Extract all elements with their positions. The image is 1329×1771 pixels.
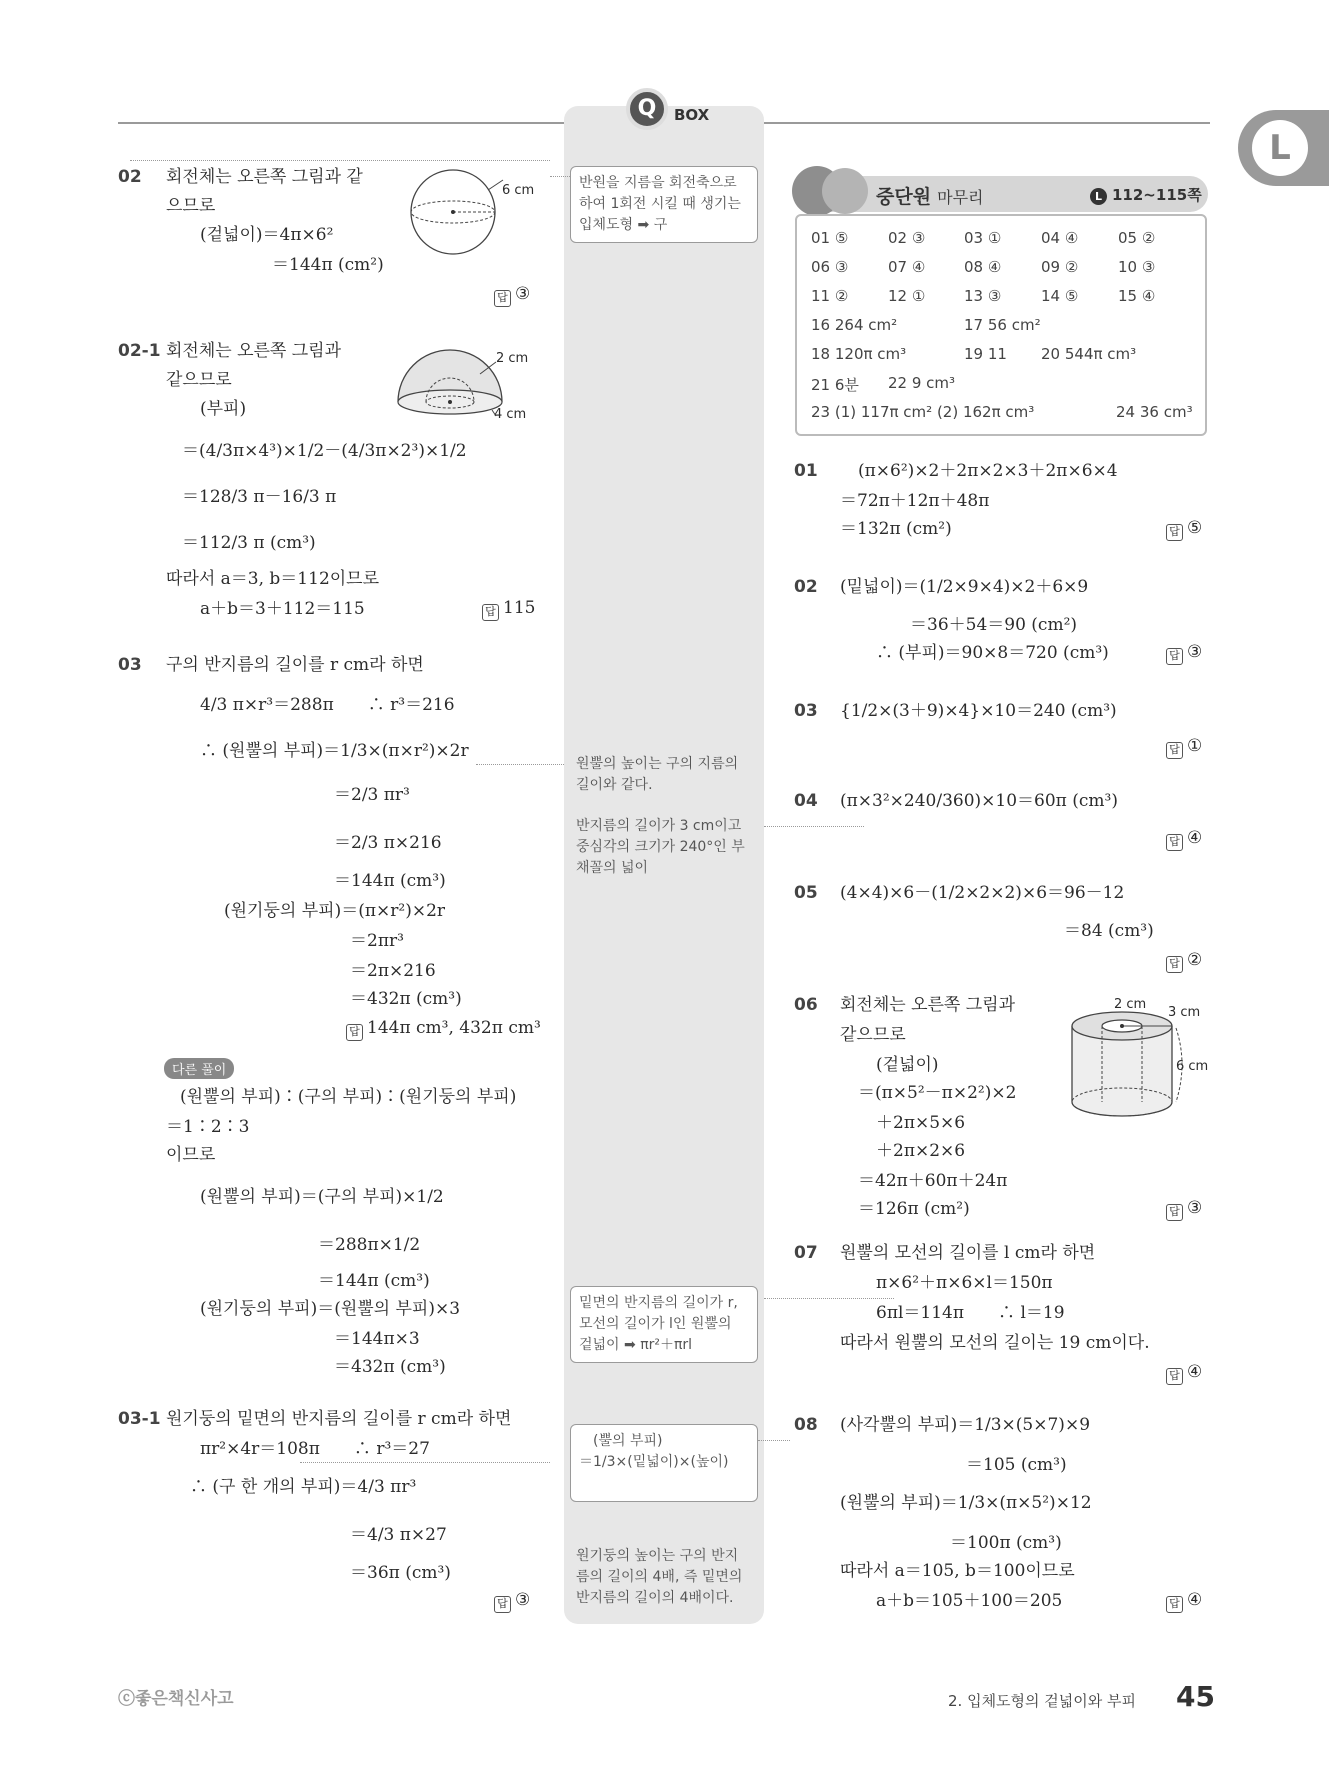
summary-r6a: 21 6분 bbox=[811, 376, 859, 394]
hemisphere-inner-radius-label: 2 cm bbox=[496, 351, 529, 366]
alt-line2: ＝1∶2∶3 bbox=[166, 1117, 250, 1137]
answer-icon: 답 bbox=[1166, 648, 1183, 665]
summary-circle-2 bbox=[822, 168, 868, 214]
p031-line5: ＝36π (cm³) bbox=[350, 1563, 451, 1583]
q-note-5-line2: ＝1/3×(밑넓이)×(높이) bbox=[579, 1454, 729, 1470]
q-note-1-line1: 반원을 지름을 회전축으로 bbox=[579, 175, 737, 191]
leader-line-alt bbox=[764, 1298, 894, 1299]
summary-title-main: 중단원 bbox=[876, 186, 932, 208]
q-note-2 bbox=[576, 754, 756, 796]
box-label: BOX bbox=[674, 106, 710, 124]
p03-line3: ∴ (원뿔의 부피)＝1/3×(π×r²)×2r bbox=[200, 741, 469, 761]
p03-line10: ＝432π (cm³) bbox=[350, 989, 462, 1009]
p02-line3: (겉넓이)＝4π×6² bbox=[200, 225, 334, 245]
p021-line3: (부피) bbox=[200, 399, 247, 419]
answer-icon: 답 bbox=[1166, 1596, 1183, 1613]
s02-line1: (밑넓이)＝(1/2×9×4)×2＋6×9 bbox=[840, 577, 1089, 597]
p021-line2: 같으므로 bbox=[166, 370, 232, 390]
summary-r1c2: 02 ③ bbox=[888, 229, 926, 247]
summary-title-sub: 마무리 bbox=[937, 188, 984, 207]
q-note-6-line1: 원기둥의 높이는 구의 반지 bbox=[576, 1548, 739, 1564]
page-number: 45 bbox=[1176, 1680, 1215, 1713]
s02-answer bbox=[1166, 642, 1202, 665]
s03-line1: {1/2×(3＋9)×4}×10＝240 (cm³) bbox=[840, 701, 1117, 721]
s01-line2: ＝72π＋12π＋48π bbox=[840, 491, 990, 511]
problem-number-02: 02 bbox=[118, 167, 142, 187]
p02-line1: 회전체는 오른쪽 그림과 같 bbox=[166, 167, 363, 187]
q-note-3-line1: 반지름의 길이가 3 cm이고 bbox=[576, 818, 742, 834]
s06-line8: ＝126π (cm²) bbox=[858, 1199, 970, 1219]
leader-line-08 bbox=[758, 1440, 790, 1441]
s08-line5: 따라서 a＝105, b＝100이므로 bbox=[840, 1561, 1075, 1581]
p021-line1: 회전체는 오른쪽 그림과 bbox=[166, 341, 342, 361]
p03-line8: ＝2πr³ bbox=[350, 931, 404, 951]
s04-answer-value: ④ bbox=[1187, 828, 1203, 848]
s04-answer bbox=[1166, 828, 1202, 851]
alt-solution-badge: 다른 풀이 bbox=[164, 1058, 234, 1079]
solution-number-02: 02 bbox=[794, 577, 818, 597]
q-note-4-line1: 밑면의 반지름의 길이가 r, bbox=[579, 1295, 738, 1311]
q-note-4-line2: 모선의 길이가 l인 원뿔의 bbox=[579, 1316, 732, 1332]
s07-line4: 따라서 원뿔의 모선의 길이는 19 cm이다. bbox=[840, 1333, 1150, 1353]
cylinder-inner-label: 2 cm bbox=[1114, 997, 1147, 1012]
summary-r3c1: 11 ② bbox=[811, 287, 849, 305]
answer-icon: 답 bbox=[1166, 524, 1183, 541]
summary-r3c4: 14 ⑤ bbox=[1041, 287, 1079, 305]
p03-answer-value: 144π cm³, 432π cm³ bbox=[367, 1018, 541, 1038]
q-note-6 bbox=[576, 1546, 756, 1609]
s06-answer bbox=[1166, 1198, 1202, 1221]
solution-number-06: 06 bbox=[794, 995, 818, 1015]
top-rule-left bbox=[118, 122, 564, 124]
solution-number-01: 01 bbox=[794, 461, 818, 481]
answer-icon: 답 bbox=[494, 290, 511, 307]
q-note-2-line2: 길이와 같다. bbox=[576, 777, 653, 793]
alt-line1: (원뿔의 부피)∶(구의 부피)∶(원기둥의 부피) bbox=[180, 1087, 517, 1107]
answer-icon: 답 bbox=[346, 1024, 363, 1041]
p03-line2: 4/3 π×r³＝288π ∴ r³＝216 bbox=[200, 695, 455, 715]
q-note-3 bbox=[576, 816, 756, 879]
s01-line3: ＝132π (cm²) bbox=[840, 519, 952, 539]
solution-number-04: 04 bbox=[794, 791, 818, 811]
summary-r1c1: 01 ⑤ bbox=[811, 229, 849, 247]
solution-number-03: 03 bbox=[794, 701, 818, 721]
s08-line2: ＝105 (cm³) bbox=[966, 1455, 1067, 1475]
summary-pages bbox=[1090, 184, 1202, 205]
leader-line-03-1 bbox=[300, 1462, 550, 1463]
top-rule-right bbox=[764, 122, 1210, 124]
alt-line5: ＝288π×1/2 bbox=[318, 1235, 421, 1255]
leader-line-02 bbox=[130, 160, 550, 161]
summary-r1c4: 04 ④ bbox=[1041, 229, 1079, 247]
q-note-6-line2: 름의 길이의 4배, 즉 밑면의 bbox=[576, 1569, 743, 1585]
cylinder-outer-label: 3 cm bbox=[1168, 1005, 1201, 1020]
summary-r2c1: 06 ③ bbox=[811, 258, 849, 276]
s06-line1: 회전체는 오른쪽 그림과 bbox=[840, 995, 1016, 1015]
q-note-3-line2: 중심각의 크기가 240°인 부 bbox=[576, 839, 745, 855]
alt-line7: (원기둥의 부피)＝(원뿔의 부피)×3 bbox=[200, 1299, 461, 1319]
q-note-1-line2: 하여 1회전 시킬 때 생기는 bbox=[579, 196, 741, 212]
q-note-3-line3: 채꼴의 넓이 bbox=[576, 860, 649, 876]
cylinder-height-label: 6 cm bbox=[1176, 1059, 1209, 1074]
summary-r7b: 24 36 cm³ bbox=[1116, 403, 1193, 421]
summary-r5c: 20 544π cm³ bbox=[1041, 345, 1137, 363]
p021-answer bbox=[482, 598, 535, 621]
alt-line6: ＝144π (cm³) bbox=[318, 1271, 430, 1291]
p02-line4: ＝144π (cm²) bbox=[272, 255, 384, 275]
p03-line6: ＝144π (cm³) bbox=[334, 871, 446, 891]
q-note-1-line3: 입체도형 ➡ 구 bbox=[579, 217, 668, 233]
summary-pages-value: 112~115쪽 bbox=[1112, 186, 1202, 204]
q-box-note-4 bbox=[570, 1286, 758, 1363]
s08-line1: (사각뿔의 부피)＝1/3×(5×7)×9 bbox=[840, 1415, 1091, 1435]
s02-answer-value: ③ bbox=[1187, 642, 1203, 662]
summary-r2c3: 08 ④ bbox=[964, 258, 1002, 276]
p031-line2: πr²×4r＝108π ∴ r³＝27 bbox=[200, 1439, 430, 1459]
p03-line7: (원기둥의 부피)＝(π×r²)×2r bbox=[224, 901, 446, 921]
solution-number-07: 07 bbox=[794, 1243, 818, 1263]
s07-line2: π×6²＋π×6×l＝150π bbox=[876, 1273, 1053, 1293]
answer-icon: 답 bbox=[494, 1596, 511, 1613]
s06-line2: 같으므로 bbox=[840, 1025, 906, 1045]
chapter-title: 2. 입체도형의 겉넓이와 부피 bbox=[948, 1692, 1137, 1710]
problem-number-03: 03 bbox=[118, 655, 142, 675]
summary-r2c4: 09 ② bbox=[1041, 258, 1079, 276]
chapter-tab-letter: L bbox=[1269, 128, 1291, 168]
summary-title bbox=[876, 182, 983, 209]
s07-line3: 6πl＝114π ∴ l＝19 bbox=[876, 1303, 1065, 1323]
s05-answer-value: ② bbox=[1187, 950, 1203, 970]
summary-r6b: 22 9 cm³ bbox=[888, 374, 956, 392]
q-note-6-line3: 반지름의 길이의 4배이다. bbox=[576, 1590, 734, 1606]
s04-line1: (π×3²×240/360)×10＝60π (cm³) bbox=[840, 791, 1118, 811]
p03-line9: ＝2π×216 bbox=[350, 961, 436, 981]
p021-answer-value: 115 bbox=[503, 598, 536, 618]
alt-line3: 이므로 bbox=[166, 1145, 216, 1165]
alt-line9: ＝432π (cm³) bbox=[334, 1357, 446, 1377]
answer-icon: 답 bbox=[1166, 742, 1183, 759]
s07-line1: 원뿔의 모선의 길이를 l cm라 하면 bbox=[840, 1243, 1096, 1263]
leader-line-03 bbox=[476, 764, 564, 765]
alt-line8: ＝144π×3 bbox=[334, 1329, 420, 1349]
summary-r4a: 16 264 cm² bbox=[811, 316, 898, 334]
p021-line6: ＝112/3 π (cm³) bbox=[182, 533, 316, 553]
p02-answer bbox=[494, 284, 530, 307]
s07-answer-value: ④ bbox=[1187, 1362, 1203, 1382]
solution-number-08: 08 bbox=[794, 1415, 818, 1435]
s06-line4: ＝(π×5²－π×2²)×2 bbox=[858, 1083, 1017, 1103]
p031-answer-value: ③ bbox=[515, 1590, 531, 1610]
p031-line4: ＝4/3 π×27 bbox=[350, 1525, 447, 1545]
alt-line4: (원뿔의 부피)＝(구의 부피)×1/2 bbox=[200, 1187, 444, 1207]
summary-r3c3: 13 ③ bbox=[964, 287, 1002, 305]
p021-line5: ＝128/3 π－16/3 π bbox=[182, 487, 337, 507]
s01-line1: (π×6²)×2＋2π×2×3＋2π×6×4 bbox=[858, 461, 1118, 481]
leader-line-02b bbox=[550, 176, 572, 177]
s01-answer bbox=[1166, 518, 1202, 541]
p031-answer bbox=[494, 1590, 530, 1613]
q-box-note-1 bbox=[570, 166, 758, 243]
p03-line4: ＝2/3 πr³ bbox=[334, 785, 410, 805]
s06-line3: (겉넓이) bbox=[876, 1055, 939, 1075]
s02-line2: ＝36＋54＝90 (cm²) bbox=[910, 615, 1078, 635]
q-letter: Q bbox=[637, 96, 657, 121]
q-note-2-line1: 원뿔의 높이는 구의 지름의 bbox=[576, 756, 739, 772]
s05-answer bbox=[1166, 950, 1202, 973]
answer-icon: 답 bbox=[1166, 956, 1183, 973]
chapter-tab-circle bbox=[1252, 120, 1308, 176]
solution-number-05: 05 bbox=[794, 883, 818, 903]
answer-icon: 답 bbox=[1166, 834, 1183, 851]
p021-line7: 따라서 a＝3, b＝112이므로 bbox=[166, 569, 380, 589]
sphere-radius-label: 6 cm bbox=[502, 183, 535, 198]
s03-answer-value: ① bbox=[1187, 736, 1203, 756]
s02-line3: ∴ (부피)＝90×8＝720 (cm³) bbox=[876, 643, 1109, 663]
summary-r2c2: 07 ④ bbox=[888, 258, 926, 276]
p03-line5: ＝2/3 π×216 bbox=[334, 833, 442, 853]
summary-r1c3: 03 ① bbox=[964, 229, 1002, 247]
q-note-4-line3: 겉넓이 ➡ πr²＋πrl bbox=[579, 1337, 693, 1353]
summary-r5a: 18 120π cm³ bbox=[811, 345, 907, 363]
q-note-5-line1: (뿔의 부피) bbox=[593, 1433, 663, 1449]
publisher-logo: ⓒ좋은책신사고 bbox=[118, 1689, 234, 1709]
s08-answer-value: ④ bbox=[1187, 1590, 1203, 1610]
problem-number-03-1: 03-1 bbox=[118, 1409, 161, 1429]
s08-line6: a＋b＝105＋100＝205 bbox=[876, 1591, 1063, 1611]
s06-line5: ＋2π×5×6 bbox=[876, 1113, 966, 1133]
summary-r5b: 19 11 bbox=[964, 345, 1007, 363]
s08-line3: (원뿔의 부피)＝1/3×(π×5²)×12 bbox=[840, 1493, 1092, 1513]
s05-line1: (4×4)×6－(1/2×2×2)×6＝96－12 bbox=[840, 883, 1125, 903]
summary-r3c5: 15 ④ bbox=[1118, 287, 1156, 305]
s07-answer bbox=[1166, 1362, 1202, 1385]
s06-line7: ＝42π＋60π＋24π bbox=[858, 1171, 1008, 1191]
summary-r4b: 17 56 cm² bbox=[964, 316, 1041, 334]
answer-icon: 답 bbox=[1166, 1204, 1183, 1221]
summary-r1c5: 05 ② bbox=[1118, 229, 1156, 247]
p02-answer-value: ③ bbox=[515, 284, 531, 304]
leader-line-04 bbox=[764, 826, 864, 827]
p03-answer bbox=[346, 1018, 541, 1041]
p021-line4: ＝(4/3π×4³)×1/2－(4/3π×2³)×1/2 bbox=[182, 441, 467, 461]
s03-answer bbox=[1166, 736, 1202, 759]
p021-line8: a＋b＝3＋112＝115 bbox=[200, 599, 365, 619]
answer-icon: 답 bbox=[482, 604, 499, 621]
p03-line1: 구의 반지름의 길이를 r cm라 하면 bbox=[166, 655, 424, 675]
s08-line4: ＝100π (cm³) bbox=[950, 1533, 1062, 1553]
q-logo bbox=[626, 88, 668, 130]
summary-r7a: 23 (1) 117π cm² (2) 162π cm³ bbox=[811, 403, 1035, 421]
s06-answer-value: ③ bbox=[1187, 1198, 1203, 1218]
hemisphere-outer-radius-label: 4 cm bbox=[494, 407, 527, 422]
pages-icon: L bbox=[1090, 188, 1107, 205]
summary-r2c5: 10 ③ bbox=[1118, 258, 1156, 276]
p02-line2: 으므로 bbox=[166, 196, 216, 216]
problem-number-02-1: 02-1 bbox=[118, 341, 161, 361]
answer-icon: 답 bbox=[1166, 1368, 1183, 1385]
s01-answer-value: ⑤ bbox=[1187, 518, 1203, 538]
q-box-note-5 bbox=[570, 1424, 758, 1502]
p031-line3: ∴ (구 한 개의 부피)＝4/3 πr³ bbox=[190, 1477, 417, 1497]
s06-line6: ＋2π×2×6 bbox=[876, 1141, 966, 1161]
s08-answer bbox=[1166, 1590, 1202, 1613]
p031-line1: 원기둥의 밑면의 반지름의 길이를 r cm라 하면 bbox=[166, 1409, 512, 1429]
summary-r3c2: 12 ① bbox=[888, 287, 926, 305]
s05-line2: ＝84 (cm³) bbox=[1064, 921, 1154, 941]
